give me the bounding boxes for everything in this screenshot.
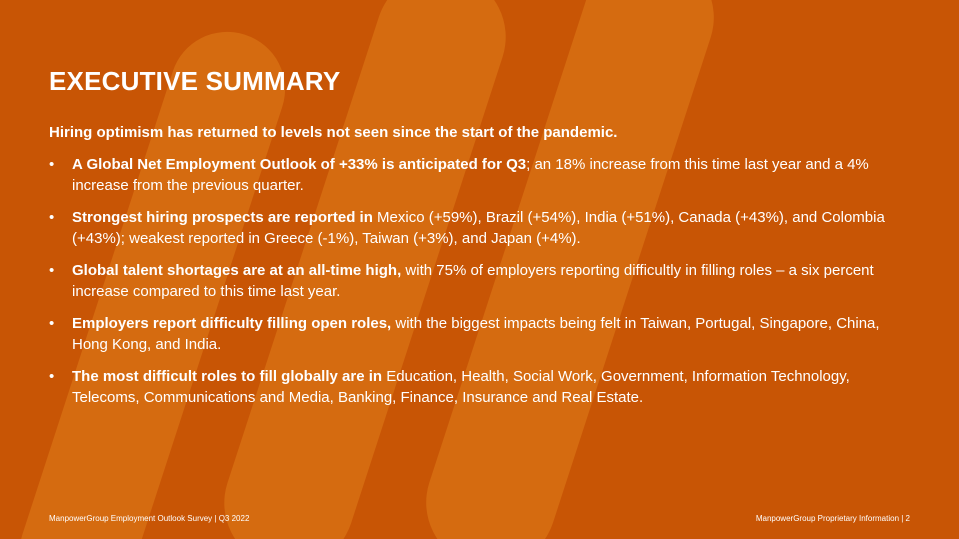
bullet-item: [49, 260, 909, 302]
bullet-item: [49, 366, 909, 408]
bullet-bold-text: Strongest hiring prospects are reported in: [72, 209, 373, 226]
bullet-dot: •: [49, 315, 55, 332]
bullet-text: with 75% of employers reporting difficultly in filling roles – a six percent increase compared to this time last year.: [72, 262, 874, 300]
summary-bullet-list: [49, 154, 909, 419]
bullet-text: Education, Health, Social Work, Government, Information Technology, Telecoms, Communications and Media, Banking, Finance, Insurance and Real Estate.: [72, 368, 850, 406]
bullet-item: [49, 313, 909, 355]
bullet-item: [49, 207, 909, 249]
bullet-dot: •: [49, 209, 55, 226]
bullet-dot: •: [49, 156, 55, 173]
slide-title: EXECUTIVE SUMMARY: [49, 66, 341, 96]
bullet-bold-text: The most difficult roles to fill globally are in: [72, 368, 383, 385]
bullet-dot: •: [49, 368, 55, 385]
bullet-text: ; an 18% increase from this time last year and a 4% increase from the previous quarter.: [72, 156, 869, 194]
bullet-dot: •: [49, 262, 55, 279]
intro-text: Hiring optimism has returned to levels not seen since the start of the pandemic.: [49, 124, 618, 141]
bullet-bold-text: A Global Net Employment Outlook of +33% is anticipated for Q3: [72, 156, 527, 173]
bullet-bold-text: Employers report difficulty filling open roles,: [72, 315, 392, 332]
bullet-text: Mexico (+59%), Brazil (+54%), India (+51%), Canada (+43%), and Colombia (+43%); weakest reported in Greece (-1%), Taiwan (+3%), and Japan (+4%).: [72, 209, 885, 247]
footer-survey-label: ManpowerGroup Employment Outlook Survey | Q3 2022: [49, 514, 250, 523]
footer-page-info: ManpowerGroup Proprietary Information | 2: [755, 514, 910, 523]
bullet-text: with the biggest impacts being felt in Taiwan, Portugal, Singapore, China, Hong Kong, and India.: [72, 315, 880, 353]
bullet-item: [49, 154, 909, 196]
bullet-bold-text: Global talent shortages are at an all-time high,: [72, 262, 402, 279]
